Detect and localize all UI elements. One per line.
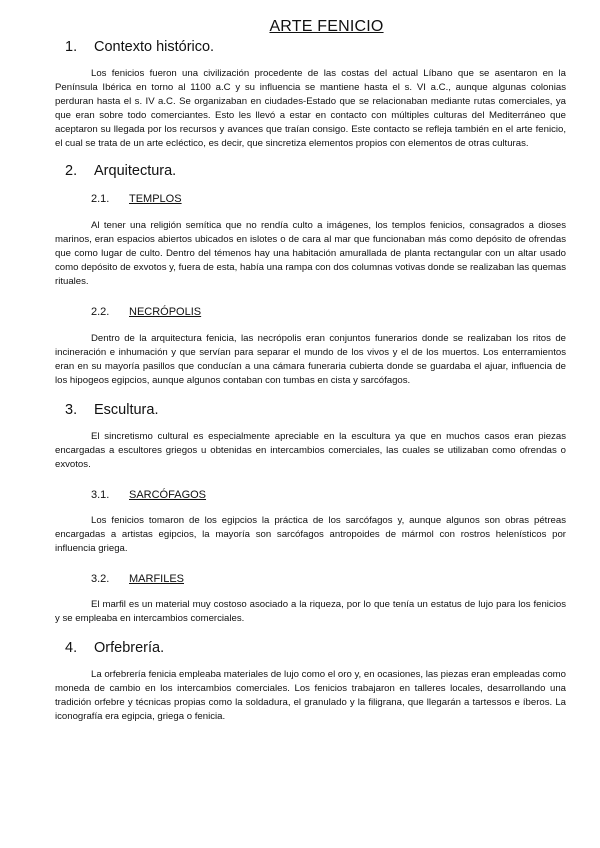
section-number: 3.: [65, 402, 78, 418]
subsection-title: TEMPLOS: [129, 193, 182, 205]
paragraph-necropolis: Dentro de la arquitectura fenicia, las necrópolis eran conjuntos funerarios donde se realizaban los ritos de incineración e inhumación y que servían para separar el mundo de los vivos y el de los muertos. Los enterramientos eran en su mayoría pasillos que conducían a una cámara funeraria cubierta donde se guardaba el ajuar, influencia de los hipogeos egipcios, aunque algunos contaban con tumbas en cista y sarcófagos.: [55, 333, 566, 386]
subsection-number: 3.1.: [91, 489, 110, 501]
paragraph-marfiles: El marfil es un material muy costoso asociado a la riqueza, por lo que tenía un estatus de lujo para los fenicios y se empleaba en intercambios comerciales.: [55, 599, 566, 624]
paragraph-orfebreria: La orfebrería fenicia empleaba materiales de lujo como el oro y, en ocasiones, las piezas eran empleadas como moneda de cambio en los intercambios comerciales. Los fenicios trabajaron en talleres locales, desarrollando una tradición orfebre y técnicas propias como la soldadura, el granulado y la filigrana, que llegarán a tartessos e íberos. La iconografía era egipcia, griega o fenicia.: [55, 669, 566, 722]
section-heading-2: [55, 163, 566, 179]
section-heading-3: [55, 402, 566, 418]
section-number: 4.: [65, 640, 78, 656]
section-title: Arquitectura.: [94, 163, 177, 179]
section-number: 2.: [65, 163, 78, 179]
subsection-number: 3.2.: [91, 573, 110, 585]
paragraph-sarcofagos: Los fenicios tomaron de los egipcios la práctica de los sarcófagos y, aunque algunos son obras pétreas encargadas a artistas egipcios, la mayoría son sarcófagos antropoides de mármol con rostros helenísticos por influencia griega.: [55, 515, 566, 554]
subsection-heading-necropolis: [55, 306, 566, 318]
paragraph-templos: Al tener una religión semítica que no rendía culto a imágenes, los templos fenicios, consagrados a dioses marinos, eran espacios abiertos ubicados en islotes o de cara al mar que funcionaban más como depósito de ofrendas que como lugar de culto. Dentro del témenos hay una habitación amurallada de planta rectangular con un altar usado como depósito de exvotos y, fuera de esta, había una rampa con dos columnas votivas donde se realizaban las quemas rituales.: [55, 220, 566, 287]
subsection-title: SARCÓFAGOS: [129, 489, 207, 501]
paragraph-escultura: El sincretismo cultural es especialmente apreciable en la escultura ya que en muchos casos eran piezas encargadas a escultores griegos u obtenidas en intercambios comerciales, las cuales se utilizaban como ofrendas o exvotos.: [55, 431, 566, 470]
section-title: Orfebrería.: [94, 640, 165, 656]
section-title: Escultura.: [94, 402, 159, 418]
section-title: Contexto histórico.: [94, 39, 215, 55]
section-heading-4: [55, 640, 566, 656]
section-heading-1: [55, 39, 566, 55]
subsection-heading-templos: [55, 193, 566, 205]
subsection-title: NECRÓPOLIS: [129, 306, 202, 318]
subsection-heading-sarcofagos: [55, 489, 566, 501]
subsection-number: 2.2.: [91, 306, 110, 318]
subsection-heading-marfiles: [55, 573, 566, 585]
subsection-title: MARFILES: [129, 573, 185, 585]
subsection-number: 2.1.: [91, 193, 110, 205]
paragraph-contexto: Los fenicios fueron una civilización procedente de las costas del actual Líbano que se asentaron en la Península Ibérica en torno al 1100 a.C y su influencia se mantiene hasta el s. VI a.C., aunque algunas colonias perduran hasta el s. IV a.C. Se organizaban en ciudades-Estado que se relacionaban mediante rutas comerciales, ya que eran sobre todo comerciantes. Esto les llevó a estar en contacto con múltiples culturas del Mediterráneo que aceptaron su llegada por los recursos y avances que traían consigo. Este contacto se refleja también en el arte fenicio, el cual se trata de un arte ecléctico, es decir, que sincretiza elementos propios con elementos de otras culturas.: [55, 68, 566, 149]
section-number: 1.: [65, 39, 78, 55]
document-title: ARTE FENICIO: [269, 18, 384, 35]
